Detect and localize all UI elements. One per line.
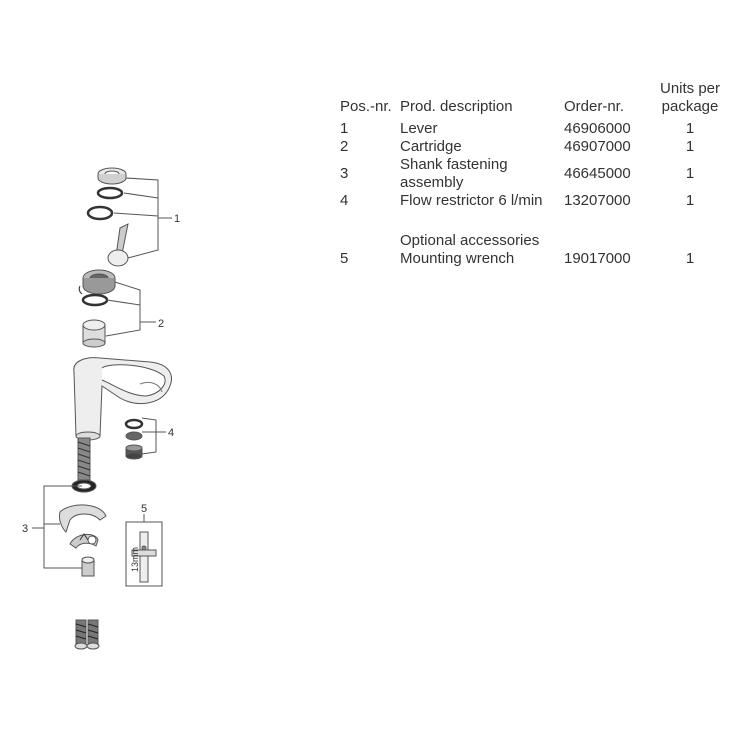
table-row: [340, 250, 722, 268]
wrench-size-label: 13mm: [130, 546, 140, 572]
row-pos: 3: [340, 165, 349, 182]
hose-connectors: [75, 620, 99, 649]
parts-table: [340, 80, 722, 268]
header-order: Order-nr.: [564, 98, 625, 115]
row-units: 1: [685, 165, 695, 182]
callout-1: 1: [174, 213, 181, 225]
table-row: [340, 192, 722, 210]
exploded-diagram: [0, 0, 340, 736]
table-header-row: [340, 80, 722, 120]
row-order: 13207000: [564, 192, 631, 209]
header-pos: Pos.-nr.: [340, 98, 392, 115]
callout-3: 3: [22, 523, 29, 535]
table-row: [340, 156, 722, 192]
row-order: 19017000: [564, 250, 631, 267]
row-units: 1: [685, 138, 695, 155]
row-desc: [400, 156, 564, 192]
header-units-line2: package: [661, 98, 719, 115]
lever-oring-part: [88, 207, 112, 219]
row-pos: 2: [340, 138, 349, 155]
row-desc: Cartridge: [400, 138, 462, 155]
spacer-row: [340, 210, 722, 232]
header-description: Prod. description: [400, 98, 513, 115]
row-order: 46907000: [564, 138, 631, 155]
callout-4: 4: [168, 427, 175, 439]
row-units: 1: [685, 250, 695, 267]
lever-handle-part: [108, 224, 128, 266]
row-units: 1: [685, 120, 695, 137]
header-units: [658, 80, 722, 120]
row-desc: Lever: [400, 120, 438, 137]
faucet-body: [74, 358, 175, 480]
row-desc: Mounting wrench: [400, 250, 515, 267]
row-pos: 1: [340, 120, 349, 137]
row-order: 46645000: [564, 165, 631, 182]
row-desc: Flow restrictor 6 l/min: [400, 192, 543, 209]
lever-ring-part: [98, 188, 122, 198]
callout-2: 2: [158, 318, 165, 330]
row-desc-line1: Shank fastening: [400, 156, 508, 173]
lever-cap-part: [98, 168, 126, 184]
row-desc-line2: assembly: [400, 174, 464, 191]
row-order: 46906000: [564, 120, 631, 137]
row-units: 1: [685, 192, 695, 209]
shank-assembly-part: [59, 480, 106, 576]
optional-heading-row: [340, 232, 722, 250]
row-pos: 4: [340, 192, 349, 209]
header-units-line1: Units per: [659, 80, 721, 97]
table-row: [340, 138, 722, 156]
table-row: [340, 120, 722, 138]
callout-5: 5: [141, 503, 148, 515]
flow-restrictor-part: [126, 420, 142, 459]
optional-accessories-heading: Optional accessories: [400, 232, 540, 249]
row-pos: 5: [340, 250, 349, 267]
